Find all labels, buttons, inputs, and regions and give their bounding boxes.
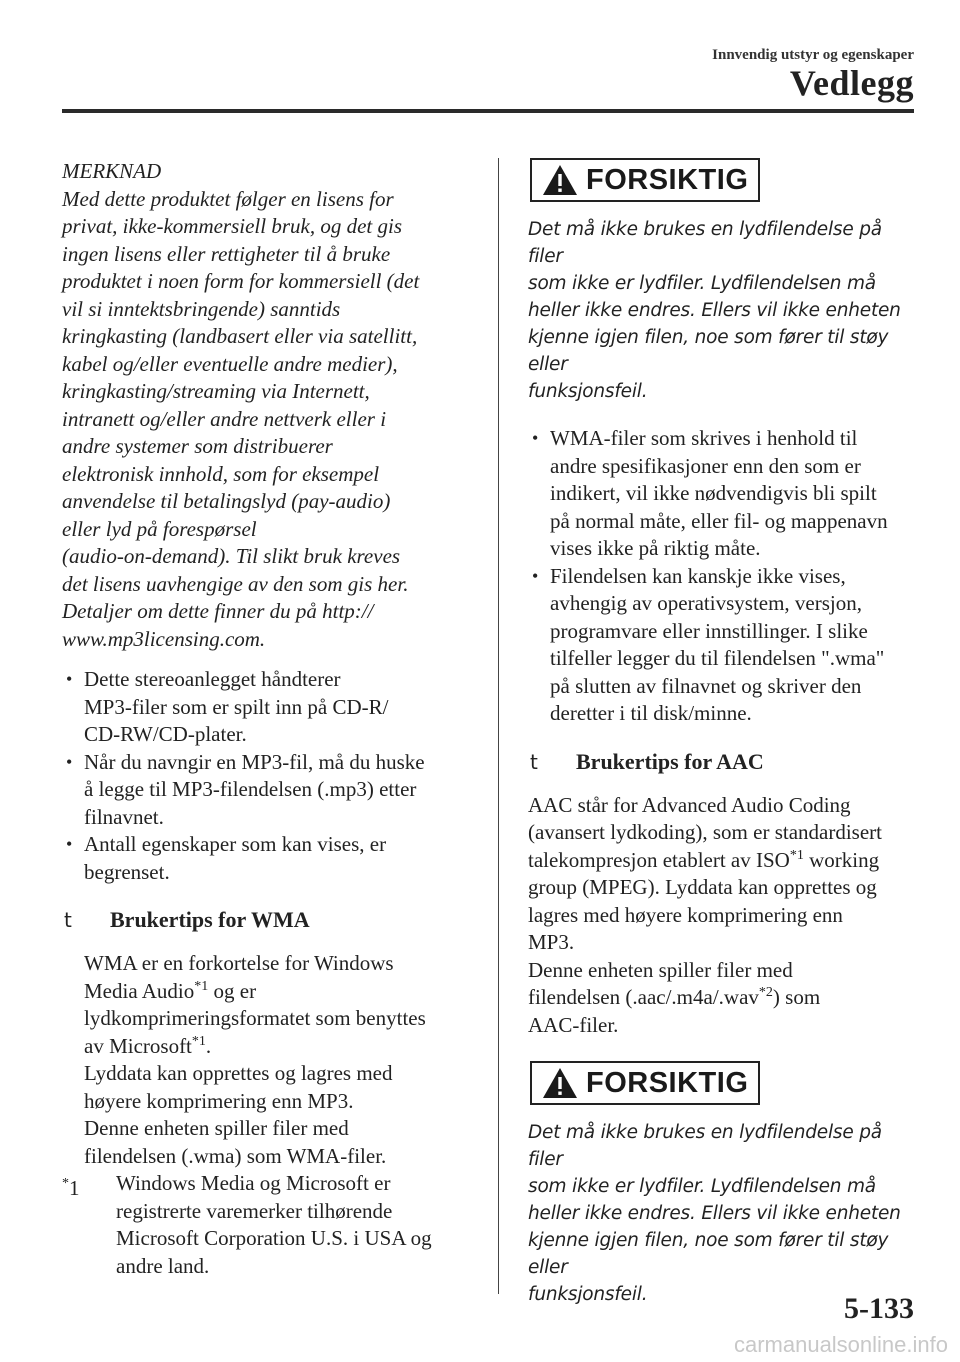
note-line: intranett og/eller andre nettverk eller i <box>62 406 387 431</box>
note-body <box>62 186 467 654</box>
column-divider <box>498 158 499 1294</box>
warning-triangle-icon <box>542 164 578 196</box>
footnote <box>62 1170 467 1280</box>
note-line: ingen lisens eller rettigheter til å bruke <box>62 241 391 266</box>
note-line: Med dette produktet følger en lisens for <box>62 186 394 211</box>
paragraph-line: group (MPEG). Lyddata kan opprettes og <box>528 875 877 899</box>
section-heading-aac <box>528 748 918 776</box>
paragraph-line <box>84 978 467 1006</box>
caution-line: Det må ikke brukes en lydfilendelse på filer <box>528 1122 882 1170</box>
footnote-mark <box>62 1170 80 1203</box>
page-number: 5-133 <box>844 1292 914 1325</box>
text-run: filendelsen (.aac/.m4a/.wav <box>528 985 759 1009</box>
text-run: av Microsoft <box>84 1033 192 1058</box>
list-item <box>62 749 467 832</box>
aac-paragraph <box>528 792 918 1040</box>
footnote-line: registrerte varemerker tilhørende <box>116 1198 393 1223</box>
section-heading-text: Brukertips for AAC <box>576 748 764 774</box>
left-bullet-list <box>62 666 467 886</box>
caution-line: heller ikke endres. Ellers vil ikke enheten <box>528 1203 901 1224</box>
caution-line: som ikke er lydfiler. Lydfilendelsen må <box>528 273 876 294</box>
note-line: privat, ikke-kommersiell bruk, og det gis <box>62 214 402 238</box>
list-item-line: tilfeller legger du til filendelsen ".wma" <box>550 646 885 670</box>
section-marker-icon: t <box>64 908 72 932</box>
note-line: eller lyd på forespørsel <box>62 516 257 541</box>
paragraph-line: Denne enheten spiller filer med <box>528 957 793 982</box>
list-item-line: på normal måte, eller fil- og mappenavn <box>550 508 888 533</box>
note-line: (audio-on-demand). Til slikt bruk kreves <box>62 544 401 568</box>
header-title: Vedlegg <box>789 63 914 103</box>
page-header <box>0 0 960 120</box>
note-line: anvendelse til betalingslyd (pay-audio) <box>62 489 391 513</box>
caution-box <box>530 158 760 202</box>
paragraph-line: Denne enheten spiller filer med <box>84 1116 349 1140</box>
bullet-icon: • <box>66 669 73 689</box>
caution-line: Det må ikke brukes en lydfilendelse på filer <box>528 219 882 267</box>
right-column <box>528 158 918 1308</box>
note-title: MERKNAD <box>62 159 162 183</box>
list-item-line: begrenset. <box>84 859 170 884</box>
list-item-line: vises ikke på riktig måte. <box>550 536 761 560</box>
bullet-icon: • <box>532 428 539 448</box>
paragraph-line <box>528 847 918 875</box>
text-run: Media Audio <box>84 978 195 1003</box>
list-item-line: MP3-filer som er spilt inn på CD-R/ <box>84 694 389 719</box>
text-run: working <box>803 847 880 872</box>
note-line: vil si inntektsbringende) sanntids <box>62 296 341 321</box>
caution-line: som ikke er lydfiler. Lydfilendelsen må <box>528 1176 876 1197</box>
paragraph-line: lagres med høyere komprimering enn <box>528 902 843 927</box>
header-rule <box>62 109 914 113</box>
caution-text-2 <box>528 1119 918 1308</box>
caution-line: kjenne igjen filen, noe som fører til støy eller <box>528 327 889 375</box>
text-run: og er <box>208 978 257 1003</box>
paragraph-line: lydkomprimeringsformatet som benyttes <box>84 1006 426 1030</box>
header-section-name: Innvendig utstyr og egenskaper <box>712 47 914 63</box>
note-line: kringkasting (landbasert eller via satellitt, <box>62 324 418 348</box>
paragraph-line: AAC-filer. <box>528 1012 619 1037</box>
note-line: elektronisk innhold, som for eksempel <box>62 461 380 486</box>
footnote-ref: *1 <box>191 1033 206 1049</box>
section-heading-wma <box>62 906 467 934</box>
warning-triangle-icon <box>542 1067 578 1099</box>
paragraph-line: høyere komprimering enn MP3. <box>84 1088 354 1113</box>
paragraph-line: AAC står for Advanced Audio Coding <box>528 792 851 817</box>
list-item-line: Dette stereoanlegget håndterer <box>84 667 341 691</box>
footnote-line: andre land. <box>116 1253 210 1278</box>
caution-line: kjenne igjen filen, noe som fører til støy eller <box>528 1230 889 1278</box>
text-run: talekompresjon etablert av ISO <box>528 847 790 872</box>
wma-paragraph <box>62 950 467 1170</box>
caution-box-2 <box>530 1061 760 1105</box>
section-marker-icon: t <box>530 749 538 774</box>
list-item-line: WMA-filer som skrives i henhold til <box>550 426 858 450</box>
caution-label: FORSIKTIG <box>586 1066 749 1099</box>
caution-text <box>528 216 918 405</box>
note-line: kabel og/eller eventuelle andre medier), <box>62 351 398 376</box>
bullet-icon: • <box>532 565 539 586</box>
note-line: Detaljer om dette finner du på http:// <box>62 599 374 623</box>
paragraph-line <box>528 984 918 1012</box>
list-item <box>62 666 467 749</box>
list-item-line: indikert, vil ikke nødvendigvis bli spilt <box>550 481 877 505</box>
right-bullet-list <box>528 425 918 728</box>
footnote-line: Windows Media og Microsoft er <box>116 1171 391 1195</box>
list-item-line: CD-RW/CD-plater. <box>84 722 247 746</box>
caution-line: funksjonsfeil. <box>528 381 648 402</box>
watermark-text: carmanualsonline.info <box>733 1332 948 1357</box>
footnote-ref: *1 <box>789 847 804 863</box>
note-line: andre systemer som distribuerer <box>62 434 333 458</box>
section-heading-text: Brukertips for WMA <box>110 907 310 932</box>
caution-label: FORSIKTIG <box>586 163 749 196</box>
list-item-line: filnavnet. <box>84 804 164 829</box>
list-item-line: på slutten av filnavnet og skriver den <box>550 673 862 698</box>
bullet-icon: • <box>66 751 73 772</box>
footnote-star: * <box>62 1176 69 1191</box>
note-line: det lisens uavhengige av den som gis her. <box>62 571 409 596</box>
paragraph-line: filendelsen (.wma) som WMA-filer. <box>84 1143 387 1168</box>
bullet-icon: • <box>66 834 73 854</box>
list-item-line: andre spesifikasjoner enn den som er <box>550 453 861 478</box>
note-line: kringkasting/streaming via Internett, <box>62 379 370 403</box>
list-item <box>528 425 918 563</box>
note-line: www.mp3licensing.com. <box>62 626 266 651</box>
paragraph-line: (avansert lydkoding), som er standardisert <box>528 820 882 844</box>
caution-line: heller ikke endres. Ellers vil ikke enheten <box>528 300 901 321</box>
footnote-number: 1 <box>69 1176 80 1200</box>
footnote-line: Microsoft Corporation U.S. i USA og <box>116 1226 432 1250</box>
list-item-line: deretter i til disk/minne. <box>550 701 752 725</box>
list-item-line: Antall egenskaper som kan vises, er <box>84 832 387 856</box>
paragraph-line: Lyddata kan opprettes og lagres med <box>84 1061 393 1085</box>
list-item <box>62 831 467 886</box>
footnote-ref: *2 <box>758 985 773 1000</box>
paragraph-line <box>84 1033 467 1061</box>
note-line: produktet i noen form for kommersiell (det <box>62 269 420 293</box>
left-column <box>62 158 467 1280</box>
paragraph-line: WMA er en forkortelse for Windows <box>84 951 394 975</box>
list-item-line: Når du navngir en MP3-fil, må du huske <box>84 749 425 774</box>
list-item-line: avhengig av operativsystem, versjon, <box>550 591 863 615</box>
text-run: . <box>205 1033 212 1058</box>
list-item <box>528 563 918 728</box>
caution-line: funksjonsfeil. <box>528 1284 648 1305</box>
footnote-ref: *1 <box>194 978 209 994</box>
paragraph-line: MP3. <box>528 930 575 954</box>
list-item-line: Filendelsen kan kanskje ikke vises, <box>550 563 846 588</box>
list-item-line: programvare eller innstillinger. I slike <box>550 618 868 643</box>
list-item-line: å legge til MP3-filendelsen (.mp3) etter <box>84 777 417 801</box>
text-run: ) som <box>772 985 821 1009</box>
